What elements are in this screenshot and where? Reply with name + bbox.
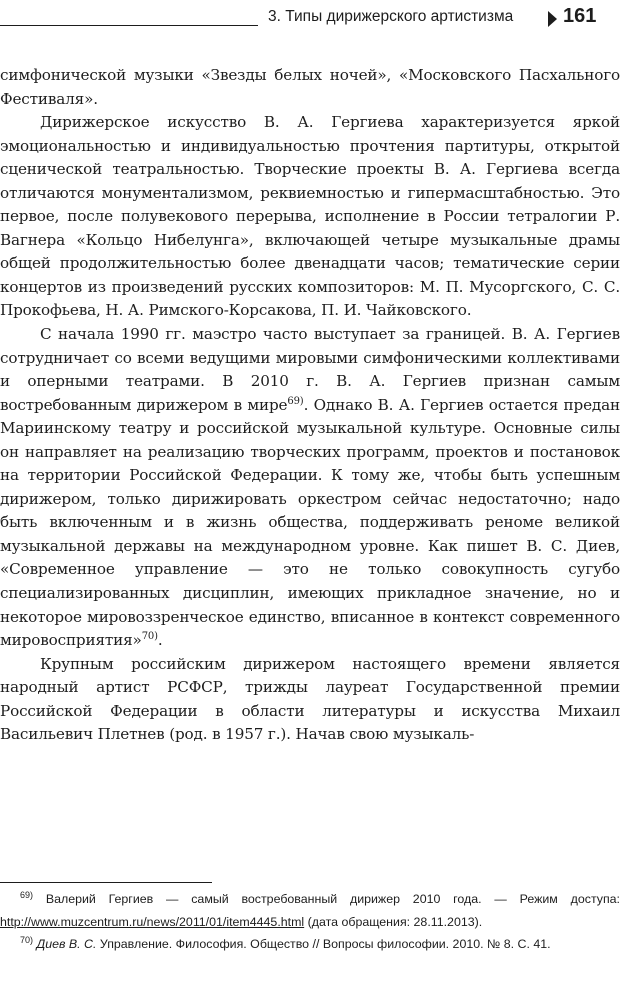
paragraph-4: Крупным российским дирижером настоящего времени является народный артист РСФСР, трижды лауреат Государственной премии Российской Федерации в области литературы и искусства Михаил Васильевич Плетнев (род. в 1957 г.). Начав свою музыкаль- (0, 654, 620, 744)
footnote-69-tail: (дата обращения: 28.11.2013). (304, 914, 483, 929)
paragraph-3-part-c: . (157, 631, 163, 650)
footnote-69-number: 69) (20, 889, 34, 900)
footnote-70-author: Диев В. С. (36, 937, 97, 951)
footnote-70-number: 70) (20, 934, 34, 945)
paragraph-1: симфонической музыки «Звезды белых ночей», «Московского Пасхального Фестиваля». (0, 66, 620, 108)
paragraph-2: Дирижерское искусство В. А. Гергиева характеризуется яркой эмоциональностью и индивидуальностью прочтения партитуры, открытой сценической театральностью. Творческие проекты В. А. Гергиева всегда отличаются монументализмом, реквиемностью и гипермасштабностью. Это первое, после полувекового перерыва, исполнение в России тетралогии Р. Вагнера «Кольцо Нибелунга», включающей четыре музыкальные драмы общей продолжительностью более двенадцати часов; тематические серии концертов из произведений русских композиторов: М. П. Мусоргского, С. С. Прокофьева, Н. А. Римского-Корсакова, П. И. Чайковского. (0, 113, 620, 320)
footnote-69 (0, 888, 620, 933)
header-marker-icon (548, 11, 557, 27)
footnote-69-link[interactable]: http://www.muzcentrum.ru/news/2011/01/item4445.html (0, 914, 305, 929)
footnote-rule (0, 882, 212, 883)
header-rule (0, 25, 258, 26)
paragraph-3-part-a: С начала 1990 гг. маэстро часто выступает за границей. В. А. Гергиев сотрудничает со всеми ведущими мировыми симфоническими коллективами и оперными театрами. В 2010 г. В. А. Гергиев признан самым востребованным дирижером в мире (0, 325, 620, 414)
page-number: 161 (563, 5, 597, 27)
footnote-ref-69: 69) (287, 395, 304, 407)
paragraph-3 (0, 323, 620, 653)
footnote-70-text: Управление. Философия. Общество // Вопросы философии. 2010. № 8. С. 41. (96, 937, 551, 951)
footnote-ref-70: 70) (141, 631, 158, 643)
footnote-70 (0, 933, 620, 956)
body-text (0, 64, 620, 747)
footnote-69-text: Валерий Гергиев — самый востребованный дирижер 2010 года. — Режим доступа: (33, 892, 620, 906)
running-header-chapter: 3. Типы дирижерского артистизма (268, 8, 514, 25)
paragraph-3-part-b: . Однако В. А. Гергиев остается предан Мариинскому театру и российской музыкальной культуре. Основные силы он направляет на реализацию творческих программ, проектов и постановок на территории Российской Федерации. К тому же, чтобы быть успешным дирижером, только дирижировать оркестром сейчас недостаточно; надо быть включенным и в жизнь общества, поддерживать реноме великой музыкальной державы на международном уровне. Как пишет В. С. Диев, «Современное управление — это не только совокупность сугубо специализированных дисциплин, имеющих прикладное значение, но и некоторое мировоззренческое единство, вписанное в контекст современного мировосприятия» (0, 395, 620, 650)
